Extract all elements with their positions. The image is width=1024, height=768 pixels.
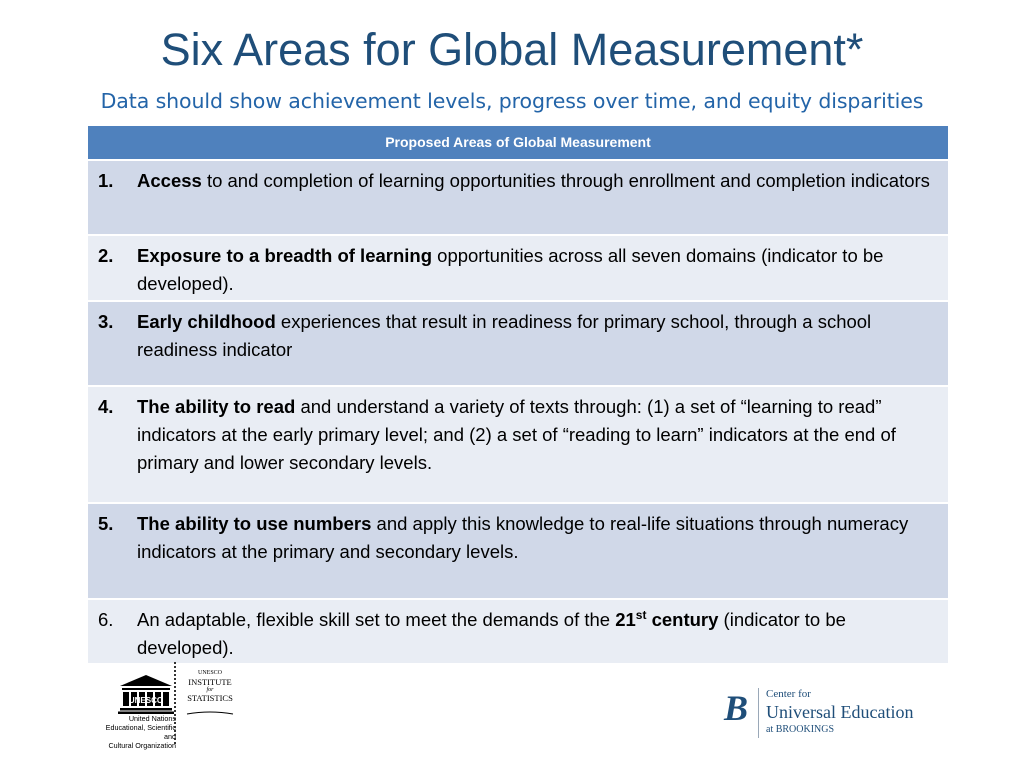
table-row (88, 600, 948, 663)
unesco-caption-line: United Nations (128, 714, 176, 723)
row-lead: The ability to use numbers (137, 513, 372, 534)
unesco-wordmark: UNESCO (128, 696, 164, 705)
uis-line: for (206, 687, 214, 693)
cue-line: Center for (766, 688, 811, 700)
uis-logo (180, 670, 240, 721)
row-number: 3. (98, 311, 114, 332)
table-row (88, 236, 948, 302)
unesco-caption (92, 714, 176, 750)
row-text (137, 510, 930, 566)
row-lead: Exposure to a breadth of learning (137, 245, 433, 266)
uis-line: INSTITUTE (188, 677, 232, 687)
slide-subtitle: Data should show achievement levels, progress over time, and equity disparities (100, 89, 924, 113)
row-text (137, 308, 930, 364)
unesco-caption-line: Educational, Scientific and (105, 723, 176, 741)
uis-line: UNESCO (197, 670, 222, 676)
row-number: 5. (98, 513, 114, 534)
cue-line: Universal Education (766, 702, 914, 722)
row-number: 2. (98, 245, 114, 266)
row-rest: to and completion of learning opportunities through enrollment and completion indicators (201, 170, 930, 191)
row-lead: Early childhood (137, 311, 276, 332)
row-text (137, 393, 930, 477)
row-rest: opportunities across all seven domains (indicator to be developed). (137, 245, 884, 294)
row-number: 4. (98, 396, 114, 417)
row-rest: and apply this knowledge to real-life situations through numeracy indicators at the primary and secondary levels. (137, 513, 909, 562)
ordinal-suffix: st (635, 608, 647, 622)
table-row (88, 387, 948, 504)
unesco-temple-icon (118, 674, 174, 714)
table-row (88, 161, 948, 236)
row-text (137, 167, 930, 195)
uis-swoosh-icon (185, 710, 235, 716)
slide-title: Six Areas for Global Measurement* (160, 24, 864, 75)
row-lead (615, 609, 718, 630)
measurement-areas-table (88, 126, 948, 663)
unesco-caption-line: Cultural Organization (108, 741, 176, 750)
logo-separator (758, 688, 759, 738)
row-number: 6. (98, 609, 114, 630)
row-rest: experiences that result in readiness for primary school, through a school readiness indicator (137, 311, 872, 360)
uis-line: STATISTICS (187, 693, 233, 703)
row-rest: (indicator to be developed). (137, 609, 846, 658)
table-header: Proposed Areas of Global Measurement (88, 126, 948, 161)
brookings-b-icon: B (724, 688, 749, 728)
row-lead: The ability to read (137, 396, 296, 417)
cue-line: at BROOKINGS (766, 724, 835, 735)
row-pre: An adaptable, flexible skill set to meet the demands of the (137, 609, 616, 630)
brookings-cue-logo (722, 686, 952, 742)
table-row (88, 504, 948, 600)
logo-divider (174, 662, 176, 744)
century-number: 21 (615, 609, 636, 630)
row-text (137, 242, 930, 298)
table-row (88, 302, 948, 387)
row-number: 1. (98, 170, 114, 191)
row-lead: Access (137, 170, 202, 191)
row-text (137, 606, 930, 662)
row-rest: and understand a variety of texts through: (1) a set of “learning to read” indicators at the early primary level; and (2) a set of “reading to learn” indicators at the end of primary and lower secondary levels. (137, 396, 896, 473)
century-word: century (646, 609, 719, 630)
